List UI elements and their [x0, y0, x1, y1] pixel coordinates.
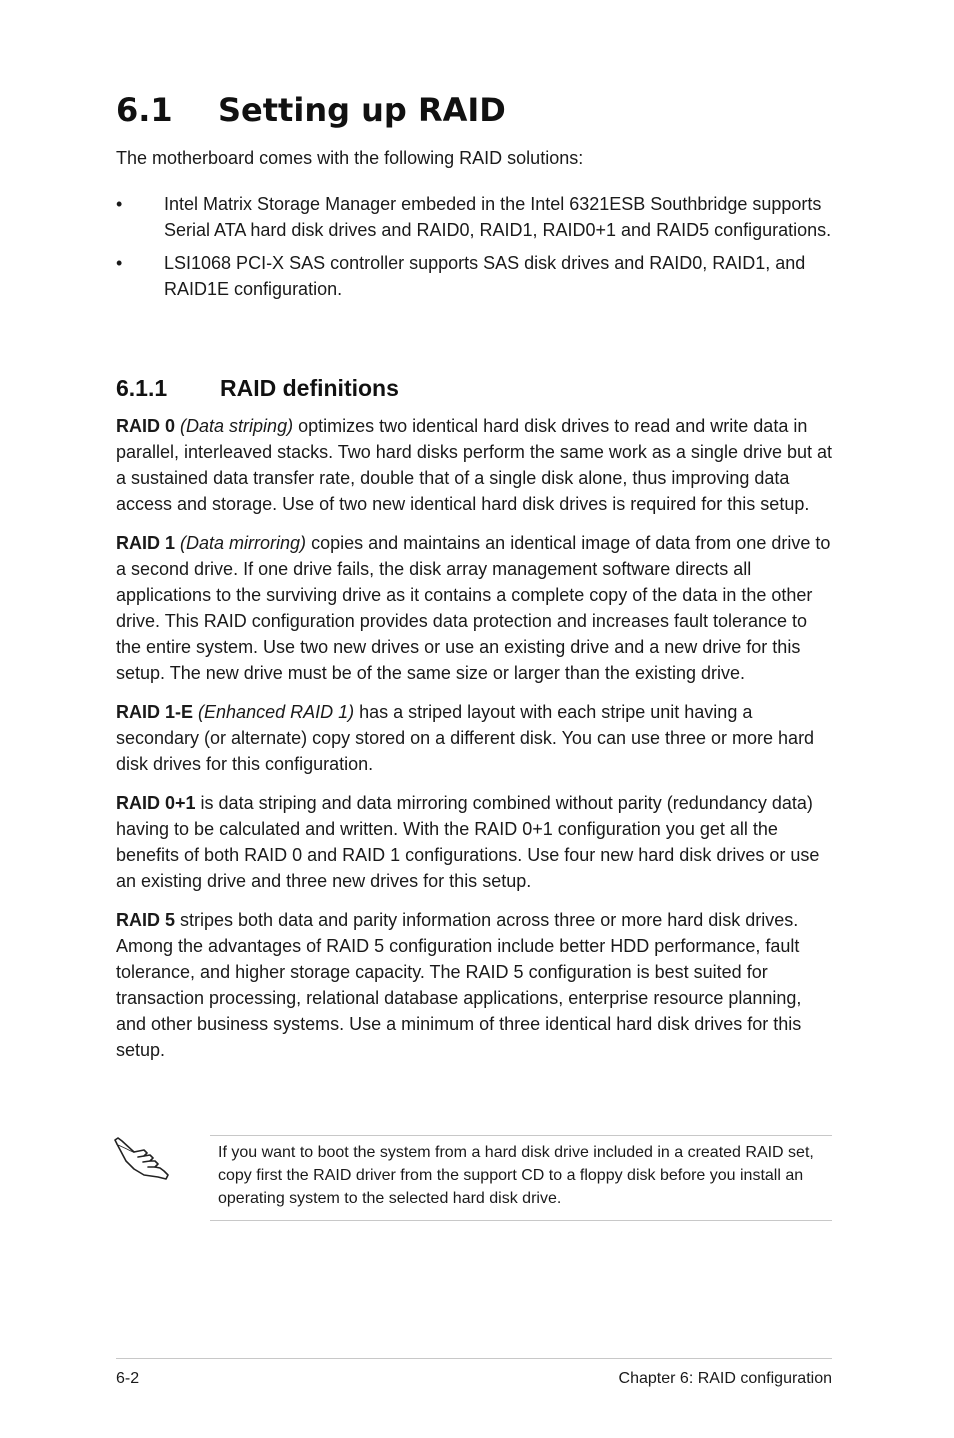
footer-divider	[116, 1358, 832, 1359]
definition-qualifier: (Data mirroring)	[180, 533, 307, 553]
bullet-marker: •	[116, 194, 123, 214]
definition-text: optimizes two identical hard disk drives to read and write data in parallel, interleaved stacks. Two hard disks perform the same work as a single drive but at a sustained data transfer rate, double that of a single disk alone, thus improving data access and storage. Use of two new identical hard disk drives is required for this setup.	[116, 416, 833, 514]
section-heading	[116, 90, 506, 130]
section-number: 6.1	[116, 91, 173, 129]
note-box	[114, 1135, 832, 1221]
list-item-text: Intel Matrix Storage Manager embeded in the Intel 6321ESB Southbridge supports Serial ATA hard disk drives and RAID0, RAID1, RAID0+1 and RAID5 configurations.	[164, 194, 832, 240]
definition-raid-0	[116, 413, 832, 517]
subsection-heading	[116, 372, 399, 404]
definition-term: RAID 0+1	[116, 793, 196, 813]
definition-term: RAID 1	[116, 533, 176, 553]
list-item	[116, 250, 836, 302]
note-text: If you want to boot the system from a hard disk drive included in a created RAID set, copy first the RAID driver from the support CD to a floppy disk before you install an operating system to the selected hard disk drive.	[218, 1144, 814, 1207]
definition-text: stripes both data and parity information across three or more hard disk drives. Among the advantages of RAID 5 configuration include better HDD performance, fault tolerance, and higher storage capacity. The RAID 5 configuration is best suited for transaction processing, relational database applications, enterprise resource planning, and other business systems. Use a minimum of three identical hard disk drives for this setup.	[116, 910, 802, 1060]
definition-raid-5	[116, 907, 832, 1063]
section-title: Setting up RAID	[218, 91, 506, 129]
raid-definitions	[116, 413, 832, 1076]
page-number: 6-2	[116, 1370, 140, 1387]
note-bottom-divider	[210, 1220, 832, 1221]
definition-text: has a striped layout with each stripe unit having a secondary (or alternate) copy stored on a different disk. You can use three or more hard disk drives for this configuration.	[116, 702, 815, 774]
definition-text: copies and maintains an identical image of data from one drive to a second drive. If one drive fails, the disk array management software directs all applications to the surviving drive as it contains a complete copy of the data in the other drive. This RAID configuration provides data protection and increases fault tolerance to the entire system. Use two new drives or use an existing drive and a new drive for this setup. The new drive must be of the same size or larger than the existing drive.	[116, 533, 831, 683]
definition-raid-0-1	[116, 790, 832, 894]
definition-qualifier: (Enhanced RAID 1)	[198, 702, 355, 722]
chapter-title: Chapter 6: RAID configuration	[618, 1370, 832, 1387]
subsection-number: 6.1.1	[116, 375, 168, 401]
list-item-text: LSI1068 PCI-X SAS controller supports SAS disk drives and RAID0, RAID1, and RAID1E configuration.	[164, 253, 806, 299]
definition-text: is data striping and data mirroring combined without parity (redundancy data) having to be calculated and written. With the RAID 0+1 configuration you get all the benefits of both RAID 0 and RAID 1 configurations. Use four new hard disk drives or use an existing drive and three new drives for this setup.	[116, 793, 820, 891]
definition-raid-1	[116, 530, 832, 686]
bullet-marker: •	[116, 253, 123, 273]
pointing-hand-icon	[114, 1135, 172, 1181]
list-item	[116, 191, 836, 243]
definition-qualifier: (Data striping)	[180, 416, 294, 436]
subsection-title: RAID definitions	[220, 375, 399, 401]
definition-term: RAID 5	[116, 910, 176, 930]
definition-term: RAID 0	[116, 416, 176, 436]
intro-paragraph: The motherboard comes with the following RAID solutions:	[116, 148, 584, 168]
definition-raid-1e	[116, 699, 832, 777]
note-top-divider	[210, 1135, 832, 1136]
definition-term: RAID 1-E	[116, 702, 194, 722]
raid-solutions-list	[116, 191, 836, 309]
